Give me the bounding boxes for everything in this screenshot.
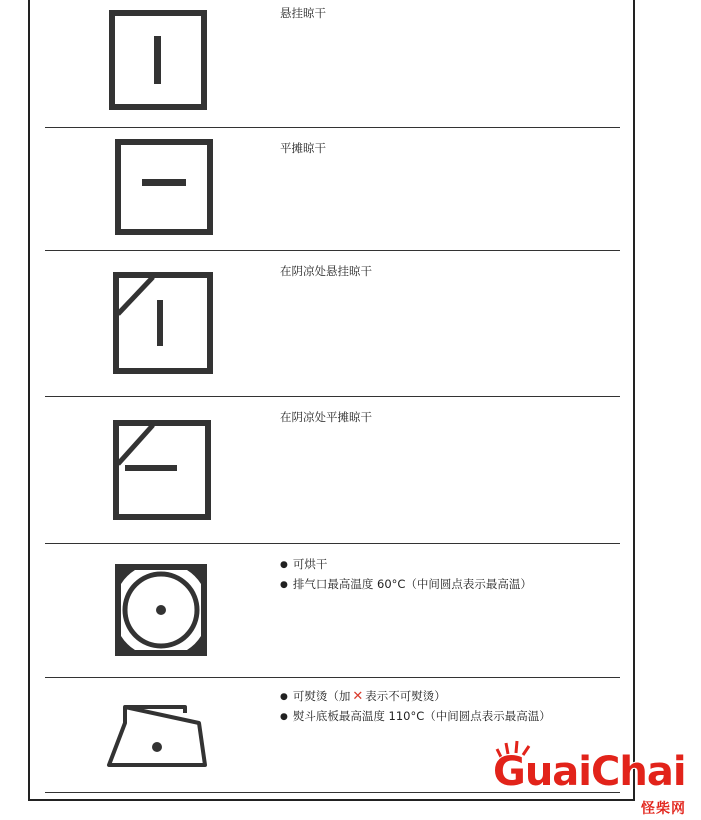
tumble-dry-icon — [115, 564, 207, 656]
description-cell — [280, 555, 532, 595]
table-row — [45, 543, 620, 678]
table-row — [45, 250, 620, 397]
description-cell — [280, 4, 326, 22]
symbol-cell — [45, 127, 275, 250]
description-text: ● 熨斗底板最高温度 110°C（中间圆点表示最高温） — [280, 707, 551, 727]
description-cell — [280, 262, 372, 280]
description-text: 在阴凉处悬挂晾干 — [280, 264, 372, 278]
description-text: 表示不可熨烫） — [365, 689, 446, 703]
shade-flat-dry-icon — [113, 420, 211, 520]
site-logo — [493, 737, 698, 817]
symbol-cell — [45, 250, 275, 396]
logo-subtitle: 怪柴网 — [641, 801, 686, 817]
table-row — [45, 0, 620, 128]
flat-dry-icon — [115, 139, 213, 235]
description-text: 悬挂晾干 — [280, 6, 326, 20]
description-cell — [280, 687, 551, 727]
description-text: 平摊晾干 — [280, 141, 326, 155]
symbol-cell — [45, 0, 275, 127]
description-cell — [280, 408, 372, 426]
shade-hang-dry-icon — [113, 272, 213, 374]
description-text: ● 可烘干 — [280, 555, 532, 575]
iron-icon — [105, 703, 209, 769]
cross-icon: ✕ — [352, 689, 364, 704]
hang-dry-icon — [109, 10, 207, 110]
symbol-cell — [45, 677, 275, 792]
description-line — [280, 687, 551, 707]
symbol-cell — [45, 396, 275, 543]
table-row — [45, 127, 620, 251]
description-text: 在阴凉处平摊晾干 — [280, 410, 372, 424]
description-text: ● 排气口最高温度 60°C（中间圆点表示最高温） — [280, 575, 532, 595]
description-cell — [280, 139, 326, 157]
symbol-cell — [45, 543, 275, 677]
logo-brand: GuaiChai — [493, 749, 686, 795]
description-text: 可熨烫（加 — [292, 689, 351, 703]
table-row — [45, 396, 620, 544]
